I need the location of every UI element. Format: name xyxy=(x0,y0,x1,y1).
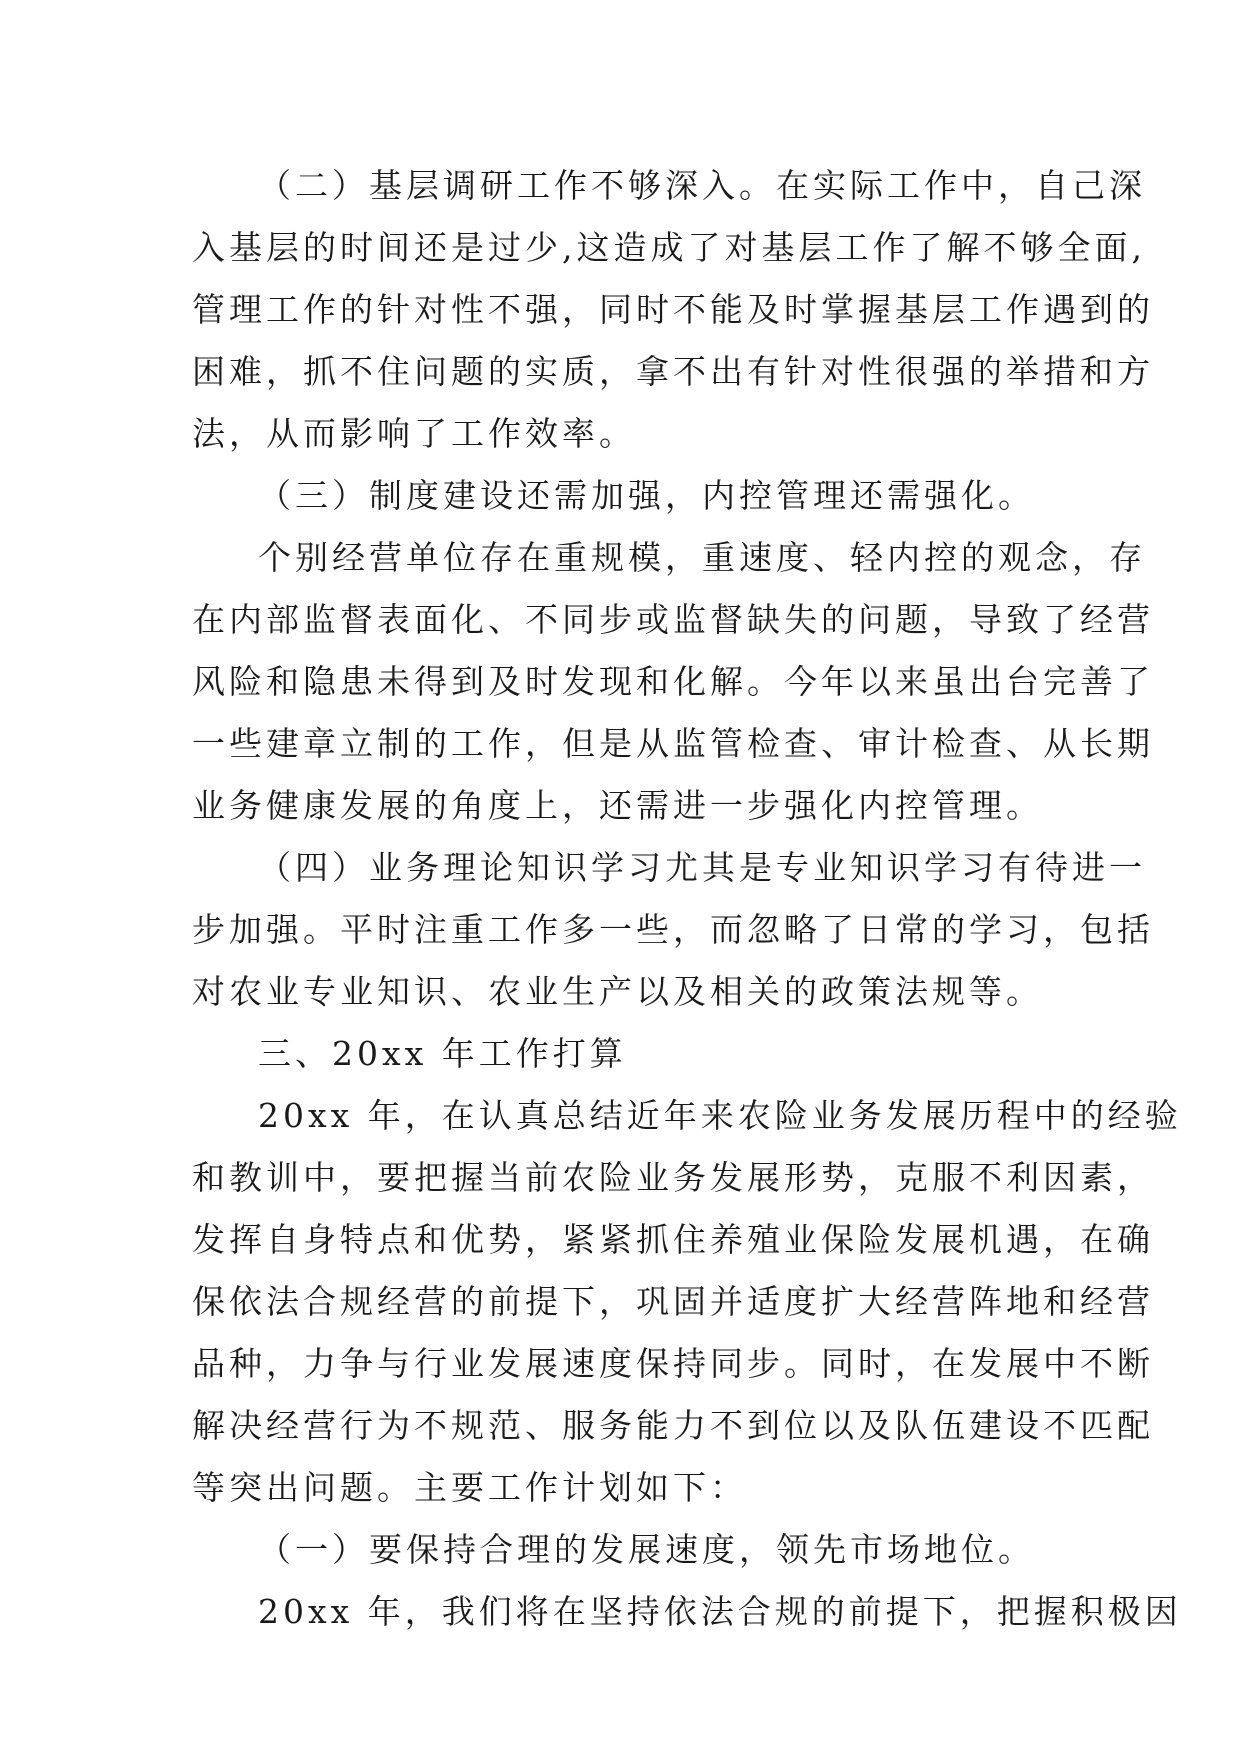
text-line: 管理工作的针对性不强，同时不能及时掌握基层工作遇到的 xyxy=(192,290,1154,329)
text-line: 步加强。平时注重工作多一些，而忽略了日常的学习，包括 xyxy=(192,910,1154,949)
text-line: 品种，力争与行业发展速度保持同步。同时，在发展中不断 xyxy=(192,1344,1154,1383)
text-line: 入基层的时间还是过少,这造成了对基层工作了解不够全面, xyxy=(192,228,1146,267)
text-line: 风险和隐患未得到及时发现和化解。今年以来虽出台完善了 xyxy=(192,662,1154,701)
text-line: 解决经营行为不规范、服务能力不到位以及队伍建设不匹配 xyxy=(192,1406,1154,1445)
text-line: （四）业务理论知识学习尤其是专业知识学习有待进一 xyxy=(258,848,1146,887)
text-line: 在内部监督表面化、不同步或监督缺失的问题，导致了经营 xyxy=(192,600,1154,639)
text-line: 20xx 年，在认真总结近年来农险业务发展历程中的经验 xyxy=(258,1096,1182,1135)
text-line: 20xx 年，我们将在坚持依法合规的前提下，把握积极因 xyxy=(258,1592,1182,1631)
section-heading: （三）制度建设还需加强，内控管理还需强化。 xyxy=(258,476,1035,515)
text-line: 一些建章立制的工作，但是从监管检查、审计检查、从长期 xyxy=(192,724,1154,763)
text-line: 法，从而影响了工作效率。 xyxy=(192,414,636,453)
section-heading: 三、20xx 年工作打算 xyxy=(258,1034,627,1073)
text-line: 保依法合规经营的前提下，巩固并适度扩大经营阵地和经营 xyxy=(192,1282,1154,1321)
text-line: 发挥自身特点和优势，紧紧抓住养殖业保险发展机遇，在确 xyxy=(192,1220,1154,1259)
section-heading: （一）要保持合理的发展速度，领先市场地位。 xyxy=(258,1530,1035,1569)
text-line: （二）基层调研工作不够深入。在实际工作中，自己深 xyxy=(258,166,1146,205)
text-line: 业务健康发展的角度上，还需进一步强化内控管理。 xyxy=(192,786,1043,825)
text-line: 个别经营单位存在重规模，重速度、轻内控的观念，存 xyxy=(258,538,1146,577)
text-line: 困难，抓不住问题的实质，拿不出有针对性很强的举措和方 xyxy=(192,352,1154,391)
text-line: 等突出问题。主要工作计划如下： xyxy=(192,1468,747,1507)
text-line: 和教训中，要把握当前农险业务发展形势，克服不利因素， xyxy=(192,1158,1154,1197)
text-line: 对农业专业知识、农业生产以及相关的政策法规等。 xyxy=(192,972,1043,1011)
